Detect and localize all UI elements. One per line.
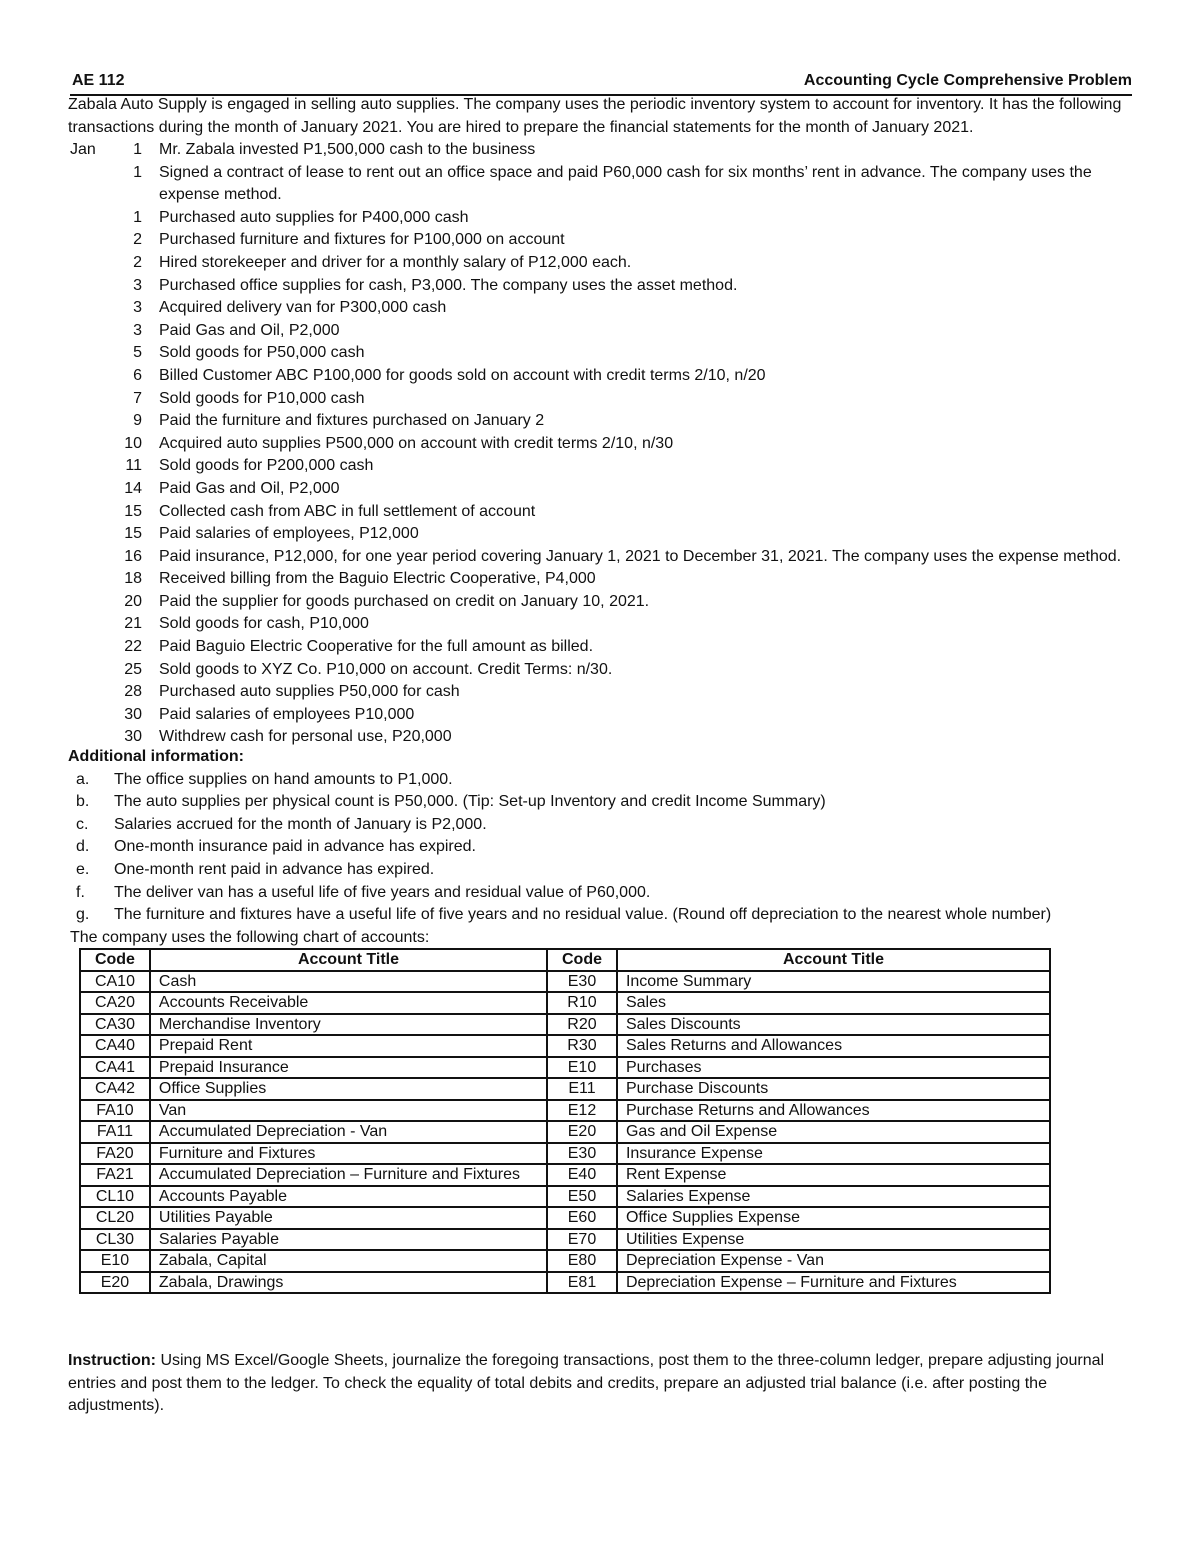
account-code: CA42 [80,1078,150,1100]
item-letter: b. [76,793,90,811]
account-title: Salaries Payable [150,1229,547,1251]
account-title: Office Supplies [150,1078,547,1100]
account-code: CA40 [80,1035,150,1057]
transaction-row [68,139,1138,162]
item-text: The deliver van has a useful life of five years and residual value of P60,000. [114,883,651,901]
table-row [80,1078,1050,1100]
transaction-day: 5 [133,344,142,362]
account-code: CA20 [80,992,150,1014]
transaction-day: 16 [124,547,142,565]
additional-information-heading: Additional information: [68,748,244,765]
account-title: Purchase Discounts [617,1078,1050,1100]
transaction-day: 25 [124,660,142,678]
additional-information-item [68,836,1138,859]
transaction-row [68,455,1138,478]
account-code: R10 [547,992,617,1014]
transaction-row [68,613,1138,636]
transaction-day: 30 [124,728,142,746]
account-title: Prepaid Rent [150,1035,547,1057]
account-title: Utilities Expense [617,1229,1050,1251]
transaction-description: Acquired auto supplies P500,000 on account with credit terms 2/10, n/30 [159,434,674,452]
instruction-paragraph [68,1350,1128,1418]
item-text: Salaries accrued for the month of January is P2,000. [114,815,487,833]
table-row [80,1143,1050,1165]
transaction-row [68,659,1138,682]
account-title: Utilities Payable [150,1207,547,1229]
account-code: CL30 [80,1229,150,1251]
account-code: E30 [547,1143,617,1165]
account-code: CL20 [80,1207,150,1229]
transaction-row [68,252,1138,275]
account-code: R20 [547,1014,617,1036]
account-title: Accumulated Depreciation – Furniture and Fixtures [150,1164,547,1186]
account-title: Rent Expense [617,1164,1050,1186]
account-code: FA10 [80,1100,150,1122]
transaction-day: 2 [133,231,142,249]
item-letter: d. [76,838,90,856]
transaction-day: 3 [133,321,142,339]
transaction-row [68,546,1138,569]
transaction-description: Signed a contract of lease to rent out an office space and paid P60,000 cash for six months’ rent in advance. The company uses the expense method. [159,163,1092,204]
additional-information [68,746,1138,927]
transaction-row [68,636,1138,659]
account-title: Salaries Expense [617,1186,1050,1208]
account-title: Income Summary [617,971,1050,993]
additional-information-item [68,769,1138,792]
account-title: Gas and Oil Expense [617,1121,1050,1143]
transaction-description: Withdrew cash for personal use, P20,000 [159,728,452,746]
account-code: FA11 [80,1121,150,1143]
transaction-description: Paid the furniture and fixtures purchased on January 2 [159,412,545,430]
document-header [70,72,1132,96]
transaction-description: Sold goods for P50,000 cash [159,344,365,362]
table-row [80,1164,1050,1186]
account-code: E10 [547,1057,617,1079]
table-row [80,1207,1050,1229]
chart-of-accounts-intro: The company uses the following chart of accounts: [70,929,430,946]
table-row [80,971,1050,993]
account-code: FA20 [80,1143,150,1165]
transaction-day: 11 [125,457,142,475]
account-title: Van [150,1100,547,1122]
account-code: E81 [547,1272,617,1294]
account-title: Depreciation Expense – Furniture and Fixtures [617,1272,1050,1294]
item-text: The furniture and fixtures have a useful life of five years and no residual value. (Round off depreciation to the nearest whole number) [114,906,1052,924]
account-title: Depreciation Expense - Van [617,1250,1050,1272]
instruction-label: Instruction: [68,1352,156,1369]
transaction-description: Paid Gas and Oil, P2,000 [159,321,340,339]
transaction-day: 10 [124,434,142,452]
transaction-description: Sold goods for P200,000 cash [159,457,374,475]
account-title: Office Supplies Expense [617,1207,1050,1229]
transaction-day: 7 [133,389,142,407]
transaction-row [68,162,1138,207]
account-title: Accounts Payable [150,1186,547,1208]
transaction-row [68,320,1138,343]
transaction-description: Paid Gas and Oil, P2,000 [159,479,340,497]
transaction-description: Purchased auto supplies P50,000 for cash [159,683,460,701]
column-header-code: Code [547,949,617,971]
account-title: Insurance Expense [617,1143,1050,1165]
additional-information-item [68,904,1138,927]
account-code: E12 [547,1100,617,1122]
transaction-description: Purchased auto supplies for P400,000 cash [159,208,469,226]
table-row [80,992,1050,1014]
transaction-description: Paid salaries of employees P10,000 [159,705,415,723]
transaction-row [68,365,1138,388]
transaction-description: Collected cash from ABC in full settlement of account [159,502,536,520]
account-code: R30 [547,1035,617,1057]
transaction-day: 22 [124,638,142,656]
account-title: Purchases [617,1057,1050,1079]
column-header-account-title: Account Title [150,949,547,971]
item-letter: e. [76,860,90,878]
transaction-row [68,478,1138,501]
item-text: One-month insurance paid in advance has expired. [114,838,476,856]
account-code: CA41 [80,1057,150,1079]
transaction-row [68,704,1138,727]
column-header-code: Code [80,949,150,971]
additional-information-item [68,859,1138,882]
transaction-day: 3 [133,276,142,294]
account-code: CA30 [80,1014,150,1036]
account-code: E60 [547,1207,617,1229]
account-code: CL10 [80,1186,150,1208]
transaction-description: Sold goods for cash, P10,000 [159,615,369,633]
item-letter: a. [76,770,90,788]
account-code: E80 [547,1250,617,1272]
transaction-description: Purchased office supplies for cash, P3,000. The company uses the asset method. [159,276,738,294]
additional-information-item [68,882,1138,905]
account-title: Zabala, Drawings [150,1272,547,1294]
transaction-day: 1 [133,163,142,181]
table-row [80,1057,1050,1079]
account-title: Sales Discounts [617,1014,1050,1036]
transaction-day: 1 [133,141,142,158]
transaction-description: Sold goods to XYZ Co. P10,000 on account. Credit Terms: n/30. [159,660,613,678]
table-row [80,1035,1050,1057]
transaction-description: Billed Customer ABC P100,000 for goods sold on account with credit terms 2/10, n/20 [159,366,766,384]
chart-of-accounts-body [80,971,1050,1294]
transaction-day: 21 [124,615,142,633]
account-code: FA21 [80,1164,150,1186]
transaction-day: 1 [133,208,142,226]
account-title: Furniture and Fixtures [150,1143,547,1165]
transaction-description: Paid Baguio Electric Cooperative for the full amount as billed. [159,638,594,656]
transaction-row [68,591,1138,614]
account-title: Purchase Returns and Allowances [617,1100,1050,1122]
table-row [80,1014,1050,1036]
transaction-row [68,433,1138,456]
transaction-day: 18 [124,570,142,588]
account-code: E30 [547,971,617,993]
transaction-day: 15 [124,502,142,520]
transaction-row [68,388,1138,411]
transaction-row [68,207,1138,230]
instruction-text: Using MS Excel/Google Sheets, journalize the foregoing transactions, post them to the three-column ledger, prepare adjusting journal entries and post them to the ledger. To check the equality of total debits and credits, prepare an adjusted trial balance (i.e. after posting the adjustments). [68,1352,1105,1414]
item-letter: f. [76,883,85,901]
account-title: Accumulated Depreciation - Van [150,1121,547,1143]
transaction-day: 15 [124,525,142,543]
account-code: E10 [80,1250,150,1272]
transaction-day: 2 [133,253,142,271]
account-title: Accounts Receivable [150,992,547,1014]
item-text: One-month rent paid in advance has expired. [114,860,435,878]
transaction-description: Mr. Zabala invested P1,500,000 cash to the business [159,141,536,158]
transaction-description: Paid insurance, P12,000, for one year period covering January 1, 2021 to December 31, 2021. The company uses the expense method. [159,547,1122,565]
item-letter: g. [76,906,90,924]
document-title: Accounting Cycle Comprehensive Problem [803,72,1132,89]
table-row [80,1100,1050,1122]
additional-information-item [68,791,1138,814]
table-header-row [80,949,1050,971]
account-title: Zabala, Capital [150,1250,547,1272]
account-title: Cash [150,971,547,993]
transaction-description: Hired storekeeper and driver for a monthly salary of P12,000 each. [159,253,632,271]
transaction-description: Paid salaries of employees, P12,000 [159,525,419,543]
course-code: AE 112 [72,72,125,89]
intro-paragraph: Zabala Auto Supply is engaged in selling auto supplies. The company uses the periodic inventory system to account for inventory. It has the following transactions during the month of January 2021. You are hired to prepare the financial statements for the month of January 2021. [68,96,1122,136]
transaction-day: 20 [124,592,142,610]
transaction-day: 30 [124,705,142,723]
account-title: Merchandise Inventory [150,1014,547,1036]
account-code: E50 [547,1186,617,1208]
account-title: Sales [617,992,1050,1014]
transaction-description: Sold goods for P10,000 cash [159,389,365,407]
transaction-description: Purchased furniture and fixtures for P100,000 on account [159,231,565,249]
account-code: E70 [547,1229,617,1251]
account-code: E20 [80,1272,150,1294]
transaction-day: 9 [133,412,142,430]
account-code: E20 [547,1121,617,1143]
item-text: The office supplies on hand amounts to P1,000. [114,770,453,788]
additional-information-item [68,814,1138,837]
table-row [80,1186,1050,1208]
transaction-row [68,410,1138,433]
table-row [80,1121,1050,1143]
transaction-row [68,229,1138,252]
table-row [80,1250,1050,1272]
column-header-account-title: Account Title [617,949,1050,971]
account-code: E11 [547,1078,617,1100]
chart-of-accounts-table [79,948,1051,1294]
transaction-description: Received billing from the Baguio Electric Cooperative, P4,000 [159,570,596,588]
transaction-description: Acquired delivery van for P300,000 cash [159,299,447,317]
transaction-day: 6 [133,366,142,384]
transaction-row [68,501,1138,524]
account-title: Prepaid Insurance [150,1057,547,1079]
account-code: CA10 [80,971,150,993]
account-code: E40 [547,1164,617,1186]
transaction-list [68,139,1138,749]
item-text: The auto supplies per physical count is P50,000. (Tip: Set-up Inventory and credit Income Summary) [114,793,826,811]
table-row [80,1229,1050,1251]
transaction-day: 28 [124,683,142,701]
transaction-row [68,523,1138,546]
table-row [80,1272,1050,1294]
transaction-day: 3 [133,299,142,317]
transaction-row [68,297,1138,320]
transaction-row [68,568,1138,591]
transaction-description: Paid the supplier for goods purchased on credit on January 10, 2021. [159,592,650,610]
transaction-row [68,342,1138,365]
item-letter: c. [76,815,89,833]
transaction-month: Jan [70,141,96,158]
additional-information-list [68,769,1138,927]
account-title: Sales Returns and Allowances [617,1035,1050,1057]
transaction-day: 14 [124,479,142,497]
transaction-row [68,681,1138,704]
transaction-row [68,275,1138,298]
